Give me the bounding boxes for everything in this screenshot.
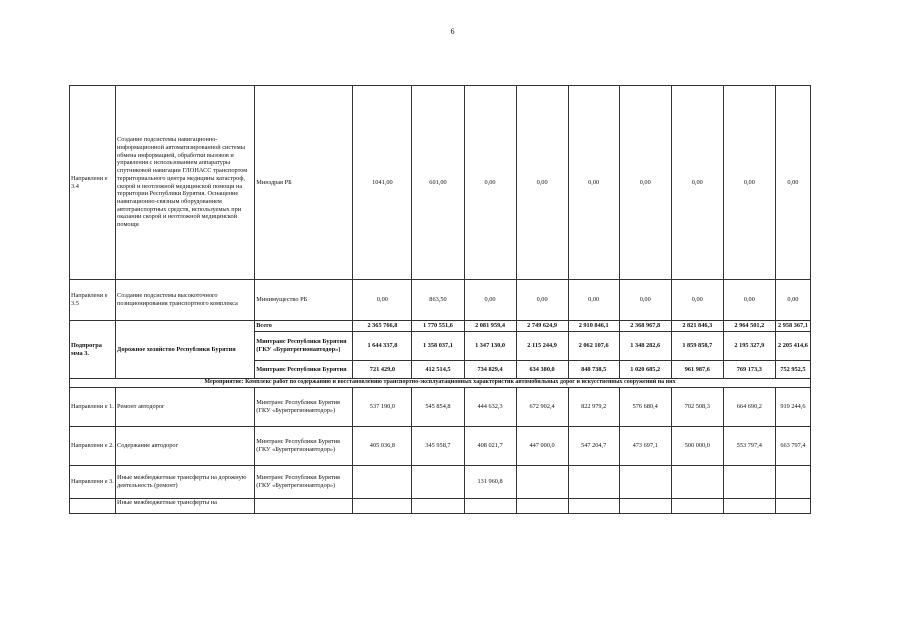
value-cell: 822 979,2 [568, 388, 619, 427]
event-header-row [70, 379, 811, 388]
value-cell: 537 190,0 [353, 388, 412, 427]
value-cell: 2 749 624,9 [516, 321, 568, 332]
subprogram-total-row [70, 321, 811, 332]
value-cell: 2 910 846,1 [568, 321, 619, 332]
value-cell: 721 429,0 [353, 361, 412, 379]
value-cell [516, 499, 568, 514]
value-cell: 672 902,4 [516, 388, 568, 427]
table-row [70, 499, 811, 514]
value-cell: 1 644 337,8 [353, 332, 412, 361]
value-cell: 405 036,8 [353, 427, 412, 466]
subprogram-title: Дорожное хозяйство Республики Бурятия [116, 321, 255, 379]
value-cell: 0,00 [671, 86, 723, 280]
value-cell: 345 958,7 [412, 427, 464, 466]
row-description: Иные межбюджетные трансферты на дорожную деятельность (ремонт) [116, 466, 255, 499]
value-cell [671, 466, 723, 499]
value-cell: 447 000,0 [516, 427, 568, 466]
value-cell [568, 466, 619, 499]
value-cell: 1 348 282,6 [619, 332, 671, 361]
value-cell: 769 173,3 [723, 361, 775, 379]
value-cell: 1 020 685,2 [619, 361, 671, 379]
value-cell: 663 797,4 [775, 427, 810, 466]
row-code: Направлени е 3.5 [70, 280, 116, 321]
value-cell [353, 466, 412, 499]
row-description: Иные межбюджетные трансферты на [116, 499, 255, 514]
value-cell: 0,00 [619, 280, 671, 321]
value-cell: 444 632,3 [464, 388, 516, 427]
value-cell: 601,00 [412, 86, 464, 280]
row-description: Создание подсистемы навигационно-информационной автоматизированной системы обмена информацией, обработки вызовов и управления с использованием аппаратуры спутниковой навигации ГЛОНАСС транспортом территориального центра медицины катастроф, скорой и неотложной медицинской помощи на территории Республики Бурятия. Оснащение навигационно-связным оборудованием автотранспортных средств, используемых при оказании скорой и неотложной медицинской помощи [116, 86, 255, 280]
value-cell: 1 358 037,1 [412, 332, 464, 361]
executor-label: Минтранс Республики Бурятия [255, 361, 353, 379]
value-cell [464, 499, 516, 514]
total-label: Всего [255, 321, 353, 332]
value-cell: 2 365 766,8 [353, 321, 412, 332]
value-cell [412, 466, 464, 499]
value-cell [723, 466, 775, 499]
value-cell: 664 690,2 [723, 388, 775, 427]
page-number: 6 [450, 27, 455, 36]
row-executor: Минимущество РБ [255, 280, 353, 321]
value-cell: 0,00 [568, 280, 619, 321]
value-cell: 2 958 367,1 [775, 321, 810, 332]
value-cell: 0,00 [353, 280, 412, 321]
page-bottom-margin [0, 524, 905, 640]
row-description: Создание подсистемы высокоточного позиционирования транспортного комплекса [116, 280, 255, 321]
value-cell [775, 466, 810, 499]
value-cell: 919 244,6 [775, 388, 810, 427]
row-description: Содержание автодорог [116, 427, 255, 466]
row-executor: Минтранс Республики Бурятия (ГКУ «Бурятрегионавтодор») [255, 388, 353, 427]
budget-table [69, 85, 811, 514]
value-cell: 545 854,8 [412, 388, 464, 427]
value-cell: 848 738,5 [568, 361, 619, 379]
row-executor [255, 499, 353, 514]
value-cell: 2 205 414,6 [775, 332, 810, 361]
value-cell [671, 499, 723, 514]
row-code: Направлени е 3.4 [70, 86, 116, 280]
value-cell: 2 964 501,2 [723, 321, 775, 332]
value-cell: 131 960,8 [464, 466, 516, 499]
value-cell [723, 499, 775, 514]
value-cell: 0,00 [619, 86, 671, 280]
value-cell [775, 499, 810, 514]
value-cell: 2 368 967,8 [619, 321, 671, 332]
value-cell [353, 499, 412, 514]
value-cell: 634 380,0 [516, 361, 568, 379]
value-cell: 0,00 [671, 280, 723, 321]
value-cell: 0,00 [516, 280, 568, 321]
executor-label: Минтранс Республики Бурятия (ГКУ «Бурятрегионавтодор») [255, 332, 353, 361]
value-cell: 1 859 858,7 [671, 332, 723, 361]
value-cell: 408 021,7 [464, 427, 516, 466]
value-cell: 473 697,1 [619, 427, 671, 466]
row-executor: Минтранс Республики Бурятия (ГКУ «Бурятрегионавтодор») [255, 427, 353, 466]
value-cell: 1041,00 [353, 86, 412, 280]
table-row [70, 86, 811, 280]
row-code: Направлени е 2. [70, 427, 116, 466]
row-code: Направлени е 1. [70, 388, 116, 427]
value-cell: 412 514,5 [412, 361, 464, 379]
row-code: Направлени е 3. [70, 466, 116, 499]
value-cell [568, 499, 619, 514]
value-cell: 863,50 [412, 280, 464, 321]
value-cell [619, 466, 671, 499]
value-cell: 0,00 [775, 280, 810, 321]
value-cell: 576 680,4 [619, 388, 671, 427]
value-cell: 2 195 327,9 [723, 332, 775, 361]
value-cell: 547 204,7 [568, 427, 619, 466]
row-executor: Минтранс Республики Бурятия (ГКУ «Бурятрегионавтодор») [255, 466, 353, 499]
value-cell: 1 347 130,0 [464, 332, 516, 361]
value-cell: 553 797,4 [723, 427, 775, 466]
table-row [70, 427, 811, 466]
value-cell: 0,00 [775, 86, 810, 280]
value-cell: 0,00 [464, 86, 516, 280]
value-cell: 0,00 [516, 86, 568, 280]
value-cell: 2 115 244,9 [516, 332, 568, 361]
value-cell: 0,00 [723, 86, 775, 280]
event-title: Мероприятие: Комплекс работ по содержанию и восстановлению транспортно-эксплуатационных характеристик автомобильных дорог и искусственных сооружений на них [70, 379, 811, 388]
value-cell [412, 499, 464, 514]
value-cell: 2 062 107,6 [568, 332, 619, 361]
row-executor: Минздрав РБ [255, 86, 353, 280]
row-description: Ремонт автодорог [116, 388, 255, 427]
row-code [70, 499, 116, 514]
value-cell: 752 952,5 [775, 361, 810, 379]
value-cell: 500 000,0 [671, 427, 723, 466]
table-row [70, 388, 811, 427]
value-cell [619, 499, 671, 514]
subprogram-code: Подпрогра мма 3. [70, 321, 116, 379]
value-cell [516, 466, 568, 499]
value-cell: 702 508,3 [671, 388, 723, 427]
value-cell: 1 770 551,6 [412, 321, 464, 332]
table-row [70, 466, 811, 499]
value-cell: 2 821 846,3 [671, 321, 723, 332]
value-cell: 0,00 [464, 280, 516, 321]
table-row [70, 280, 811, 321]
value-cell: 961 987,6 [671, 361, 723, 379]
value-cell: 734 829,4 [464, 361, 516, 379]
value-cell: 0,00 [568, 86, 619, 280]
value-cell: 2 081 959,4 [464, 321, 516, 332]
value-cell: 0,00 [723, 280, 775, 321]
